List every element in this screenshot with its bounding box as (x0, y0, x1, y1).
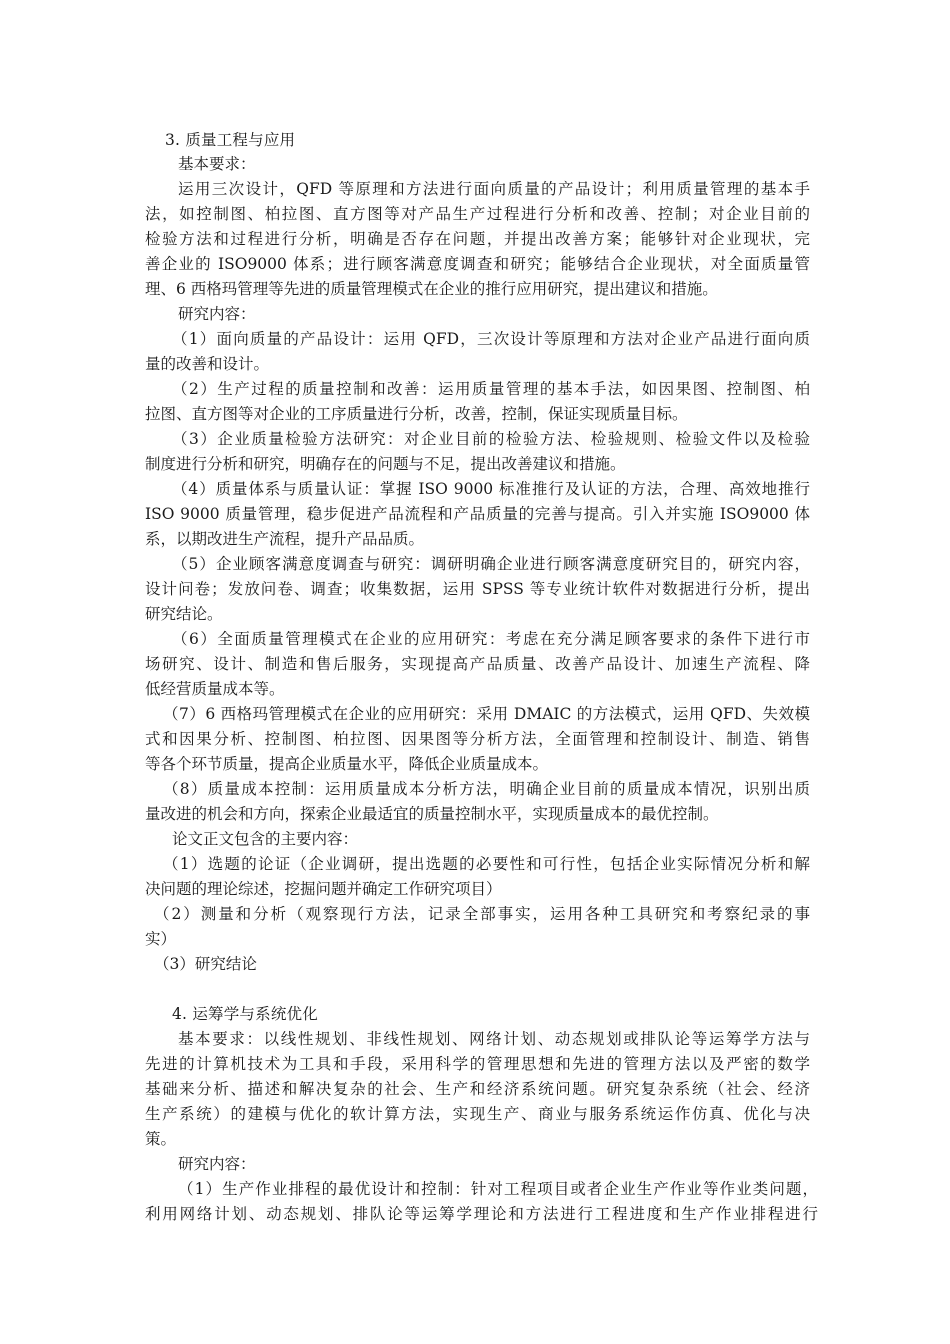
basic-requirements-line: 运用三次设计，QFD 等原理和方法进行面向质量的产品设计；利用质量管理的基本手 (178, 180, 810, 198)
thesis-item-line: 实） (145, 930, 177, 948)
research-item-line: 设计问卷；发放问卷、调查；收集数据，运用 SPSS 等专业统计软件对数据进行分析，提出 (145, 580, 810, 598)
research-item-line: 场研究、设计、制造和售后服务，实现提高产品质量、改善产品设计、加速生产流程、降 (145, 655, 810, 673)
research-item-line: 量的改善和设计。 (145, 355, 270, 373)
research-item-line: 量改进的机会和方向，探索企业最适宜的质量控制水平，实现质量成本的最优控制。 (145, 805, 719, 823)
research-item-line: 制度进行分析和研究，明确存在的问题与不足，提出改善建议和措施。 (145, 455, 626, 473)
research-item-line: （7）6 西格玛管理模式在企业的应用研究：采用 DMAIC 的方法模式，运用 QFD、失效模 (163, 705, 810, 723)
section-4-basic-line: 基础来分析、描述和解决复杂的社会、生产和经济系统问题。研究复杂系统（社会、经济 (145, 1080, 810, 1098)
thesis-content-label: 论文正文包含的主要内容： (172, 830, 359, 848)
section-4-basic-line: 策。 (145, 1130, 177, 1148)
research-item-line: 等各个环节质量，提高企业质量水平，降低企业质量成本。 (145, 755, 549, 773)
section-3-heading: 3. 质量工程与应用 (165, 131, 296, 149)
research-item-line: 拉图、直方图等对企业的工序质量进行分析，改善，控制，保证实现质量目标。 (145, 405, 688, 423)
section-4-basic-line: 生产系统）的建模与优化的软计算方法，实现生产、商业与服务系统运作仿真、优化与决 (145, 1105, 810, 1123)
basic-requirements-label: 基本要求： (178, 155, 256, 173)
research-item-line: 研究结论。 (145, 605, 223, 623)
section-4-item-line: （1）生产作业排程的最优设计和控制：针对工程项目或者企业生产作业等作业类问题， (178, 1180, 818, 1198)
research-item-line: （1）面向质量的产品设计：运用 QFD，三次设计等原理和方法对企业产品进行面向质 (172, 330, 810, 348)
research-item-line: （4）质量体系与质量认证：掌握 ISO 9000 标准推行及认证的方法，合理、高效地推行 (172, 480, 810, 498)
section-4-research-label: 研究内容： (178, 1155, 256, 1173)
research-item-line: （3）企业质量检验方法研究：对企业目前的检验方法、检验规则、检验文件以及检验 (172, 430, 810, 448)
research-item-line: ISO 9000 质量管理，稳步促进产品流程和产品质量的完善与提高。引入并实施 ISO9000 体 (145, 505, 810, 523)
section-4-basic-line: 先进的计算机技术为工具和手段，采用科学的管理思想和先进的管理方法以及严密的数学 (145, 1055, 810, 1073)
section-4-heading: 4. 运筹学与系统优化 (172, 1005, 318, 1023)
research-item-line: （2）生产过程的质量控制和改善：运用质量管理的基本手法，如因果图、控制图、柏 (172, 380, 810, 398)
basic-requirements-line: 理、6 西格玛管理等先进的质量管理模式在企业的推行应用研究，提出建议和措施。 (145, 280, 718, 298)
section-4-item-line: 利用网络计划、动态规划、排队论等运筹学理论和方法进行工程进度和生产作业排程进行 (145, 1205, 818, 1223)
research-item-line: 系，以期改进生产流程，提升产品品质。 (145, 530, 425, 548)
thesis-item-line: （2）测量和分析（观察现行方法，记录全部事实，运用各种工具研究和考察纪录的事 (154, 905, 810, 923)
research-item-line: 式和因果分析、控制图、柏拉图、因果图等分析方法，全面管理和控制设计、制造、销售 (145, 730, 810, 748)
thesis-item-line: （3）研究结论 (154, 955, 257, 973)
research-item-line: 低经营质量成本等。 (145, 680, 285, 698)
research-item-line: （8）质量成本控制：运用质量成本分析方法，明确企业目前的质量成本情况，识别出质 (163, 780, 810, 798)
thesis-item-line: （1）选题的论证（企业调研，提出选题的必要性和可行性，包括企业实际情况分析和解 (163, 855, 810, 873)
section-4-basic-line: 基本要求：以线性规划、非线性规划、网络计划、动态规划或排队论等运筹学方法与 (178, 1030, 810, 1048)
thesis-item-line: 决问题的理论综述，挖掘问题并确定工作研究项目） (145, 880, 502, 898)
basic-requirements-line: 善企业的 ISO9000 体系；进行顾客满意度调查和研究；能够结合企业现状，对全面质量管 (145, 255, 810, 273)
research-item-line: （6）全面质量管理模式在企业的应用研究：考虑在充分满足顾客要求的条件下进行市 (172, 630, 810, 648)
research-item-line: （5）企业顾客满意度调查与研究：调研明确企业进行顾客满意度研究目的，研究内容， (172, 555, 810, 573)
basic-requirements-line: 检验方法和过程进行分析，明确是否存在问题，并提出改善方案；能够针对企业现状，完 (145, 230, 810, 248)
basic-requirements-line: 法，如控制图、柏拉图、直方图等对产品生产过程进行分析和改善、控制；对企业目前的 (145, 205, 810, 223)
research-content-label: 研究内容： (178, 305, 256, 323)
